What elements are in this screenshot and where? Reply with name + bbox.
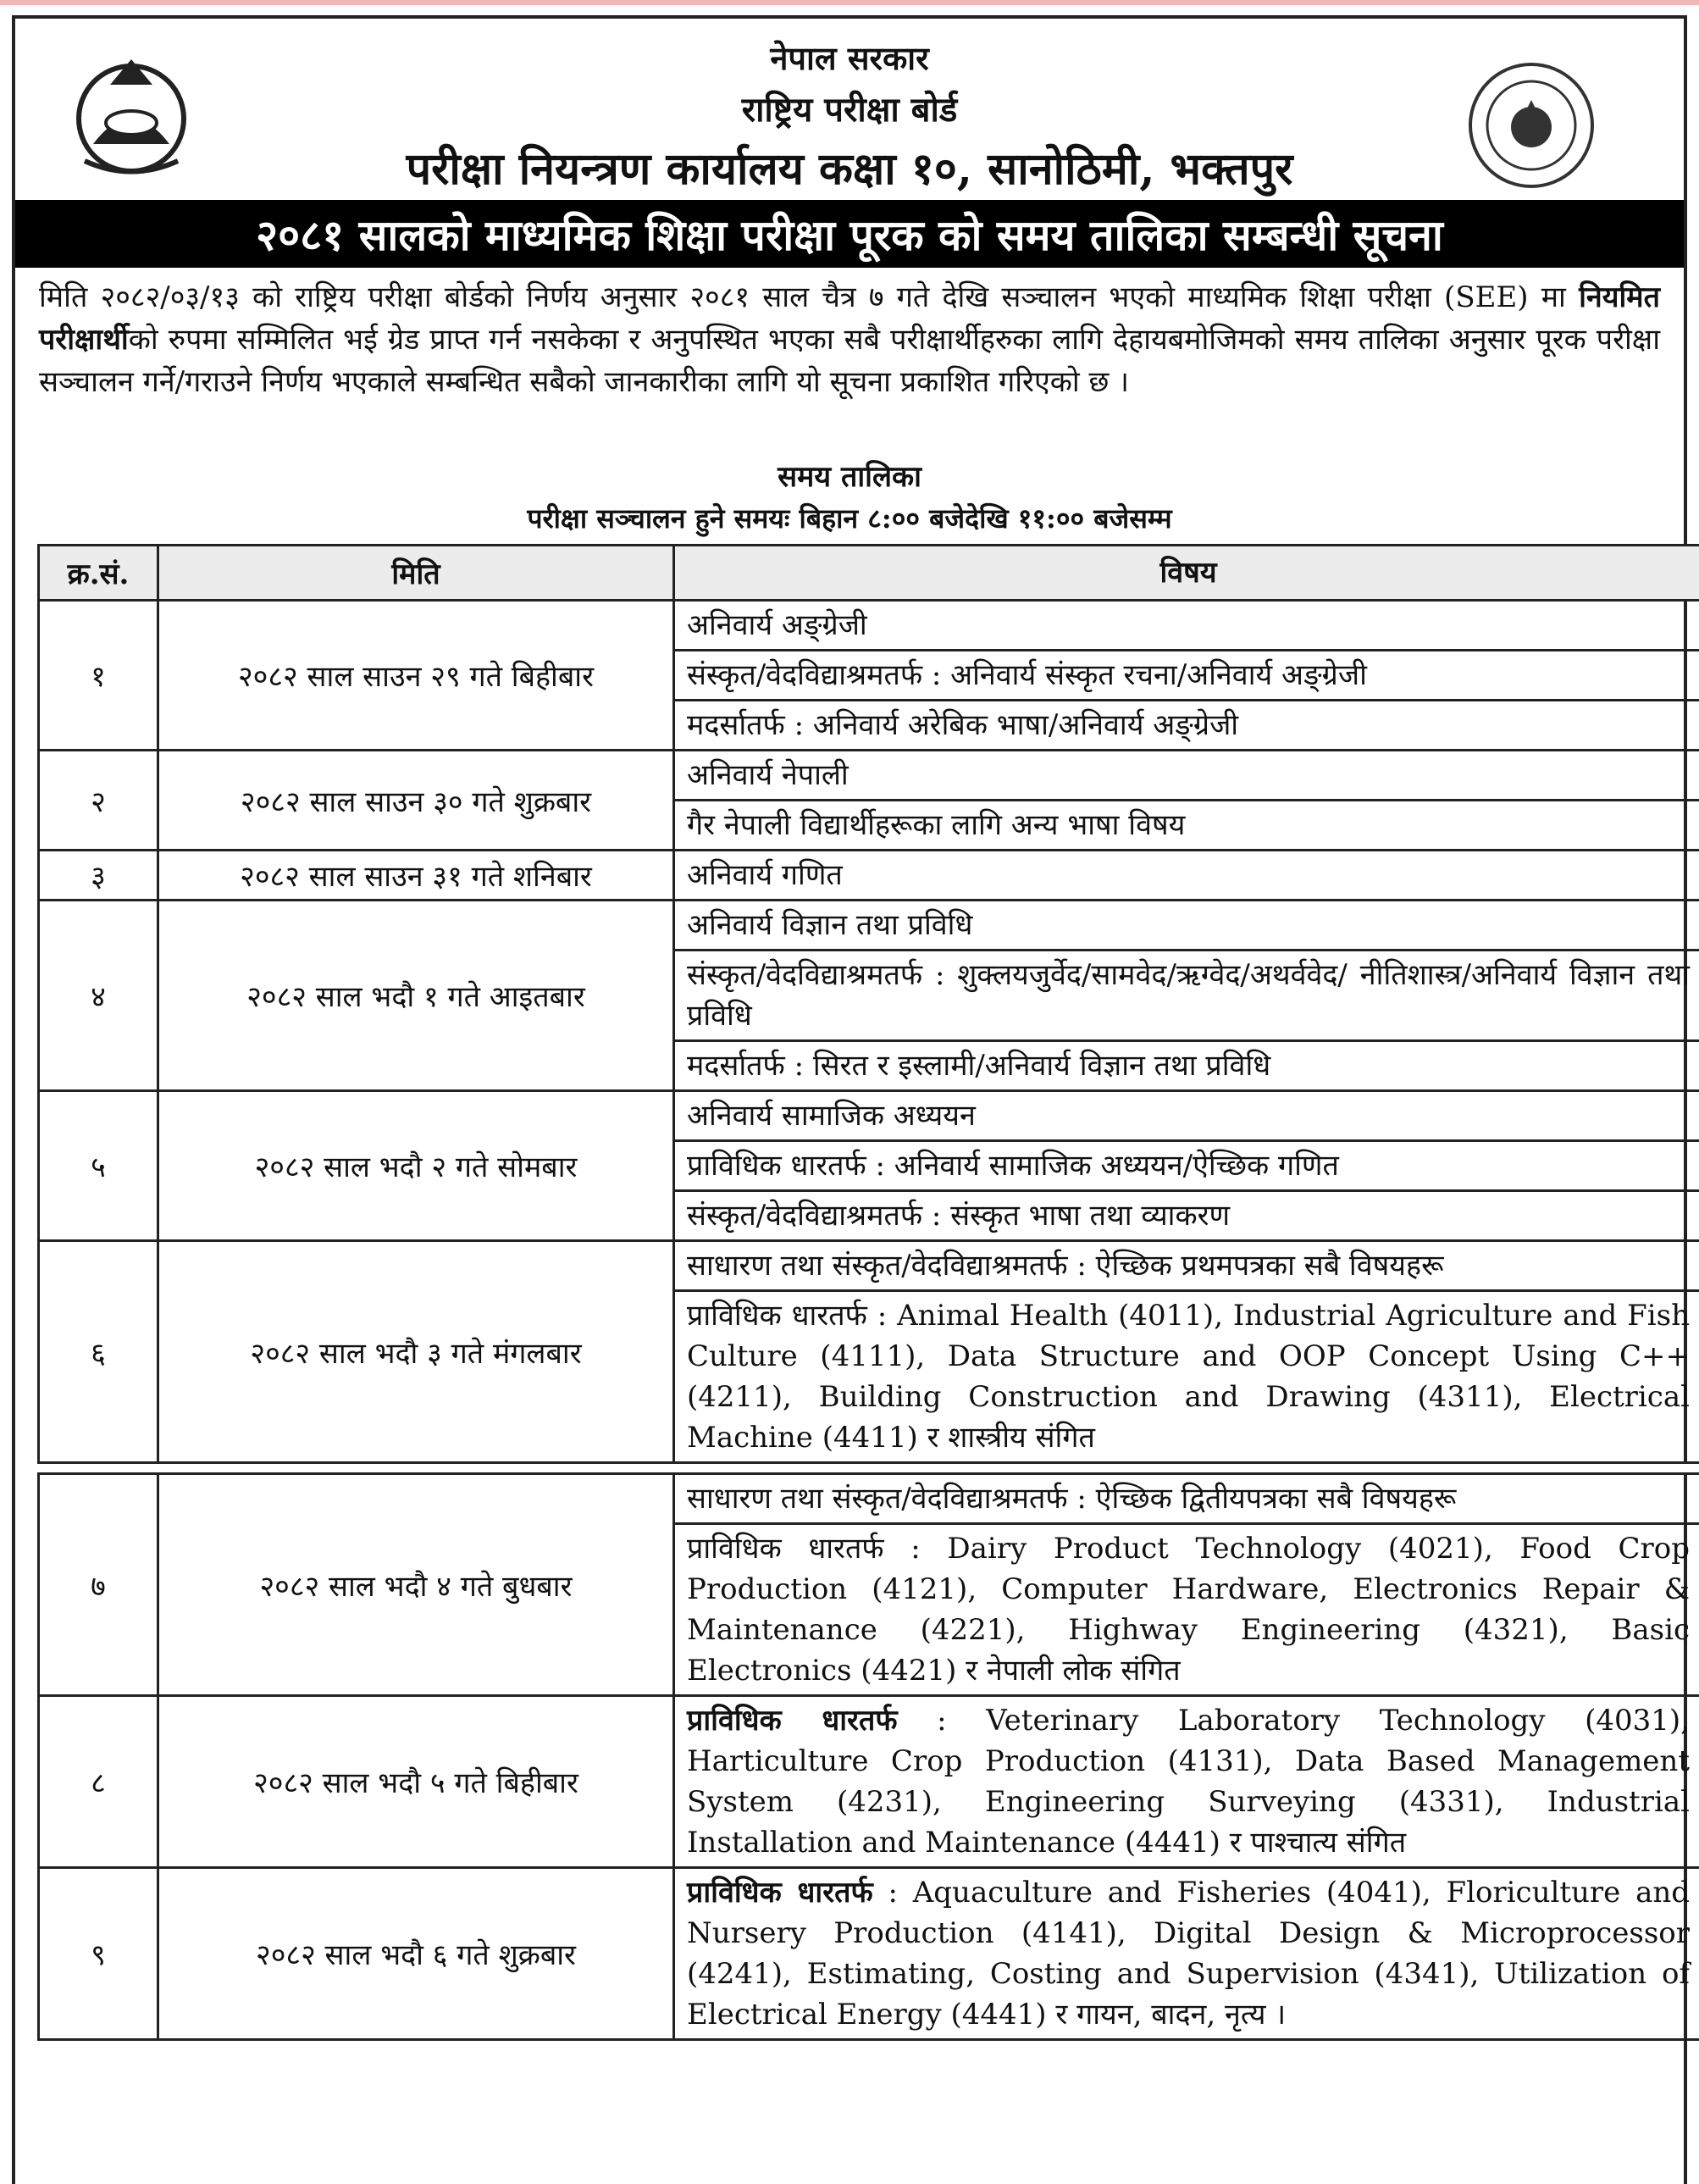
table-row	[39, 751, 1699, 801]
subject-cell	[674, 1191, 1699, 1241]
notice-banner: २०८१ सालको माध्यमिक शिक्षा परीक्षा पूरक को समय तालिका सम्बन्धी सूचना	[15, 200, 1684, 268]
subject-text: संस्कृत/वेदविद्याश्रमतर्फ : संस्कृत भाषा तथा व्याकरण	[687, 1199, 1230, 1233]
notice-paragraph	[39, 276, 1660, 403]
subject-cell	[674, 1091, 1699, 1141]
subject-lead: प्राविधिक धारतर्फ	[687, 1704, 898, 1738]
intro-text-1: मिति २०८२/०३/१३ को राष्ट्रिय परीक्षा बोर्डको निर्णय अनुसार २०८१ साल चैत्र ७ गते देखि सञ्चालन भएको माध्यमिक शिक्षा परीक्षा (SEE) मा	[39, 280, 1579, 314]
header-board: राष्ट्रिय परीक्षा बोर्ड	[0, 85, 1699, 131]
subject-text: संस्कृत/वेदविद्याश्रमतर्फ : अनिवार्य संस्कृत रचना/अनिवार्य अङ्ग्रेजी	[687, 658, 1367, 692]
date-cell: २०८२ साल साउन ३१ गते शनिबार	[158, 851, 674, 901]
header-serial: क्र.सं.	[39, 546, 158, 601]
table-header-row	[39, 546, 1699, 601]
table-gap-cell	[39, 1463, 1699, 1474]
subject-cell	[674, 1241, 1699, 1291]
subject-text: अनिवार्य अङ्ग्रेजी	[687, 608, 867, 642]
board-seal-icon	[1464, 58, 1599, 193]
subject-cell	[674, 651, 1699, 701]
table-row	[39, 1868, 1699, 2040]
date-cell: २०८२ साल साउन २९ गते बिहीबार	[158, 601, 674, 751]
schedule-time: परीक्षा सञ्चालन हुने समयः बिहान ८:०० बजेदेखि ११:०० बजेसम्म	[0, 500, 1699, 536]
subject-text: मदर्सातर्फ : अनिवार्य अरेबिक भाषा/अनिवार्य अङ्ग्रेजी	[687, 708, 1238, 742]
serial-cell: ४	[39, 901, 158, 1091]
table-row	[39, 1696, 1699, 1868]
date-cell: २०८२ साल साउन ३० गते शुक्रबार	[158, 751, 674, 851]
subject-cell	[674, 1141, 1699, 1191]
intro-text-2: को रुपमा सम्मिलित भई ग्रेड प्राप्त गर्न नसकेका र अनुपस्थित भएका सबै परीक्षार्थीहरुका लागि देहायबमोजिमको समय तालिका अनुसार पूरक परीक्षा सञ्चालन गर्ने/गराउने निर्णय भएकाले सम्बन्धित सबैको जानकारीका लागि यो सूचना प्रकाशित गरिएको छ ।	[39, 323, 1660, 399]
subject-text: साधारण तथा संस्कृत/वेदविद्याश्रमतर्फ : ऐच्छिक द्वितीयपत्रका सबै विषयहरू	[687, 1482, 1456, 1516]
schedule-title: समय तालिका	[0, 456, 1699, 495]
table-row	[39, 1474, 1699, 1524]
date-cell: २०८२ साल भदौ ४ गते बुधबार	[158, 1474, 674, 1696]
date-cell: २०८२ साल भदौ २ गते सोमबार	[158, 1091, 674, 1241]
subject-cell	[674, 1696, 1699, 1868]
serial-cell: १	[39, 601, 158, 751]
date-cell: २०८२ साल भदौ १ गते आइतबार	[158, 901, 674, 1091]
top-strip	[0, 0, 1699, 5]
subject-cell	[674, 951, 1699, 1041]
header-subject: विषय	[674, 546, 1699, 601]
subject-text: मदर्सातर्फ : सिरत र इस्लामी/अनिवार्य विज्ञान तथा प्रविधि	[687, 1049, 1270, 1083]
table-row	[39, 601, 1699, 651]
table-gap	[39, 1463, 1699, 1474]
letterhead	[0, 19, 1699, 197]
table-body	[39, 601, 1699, 2040]
schedule-table	[37, 544, 1699, 2041]
serial-cell: ८	[39, 1696, 158, 1868]
serial-cell: ६	[39, 1241, 158, 1463]
subject-text: प्राविधिक धारतर्फ : Animal Health (4011), Industrial Agriculture and Fish Culture (4111), Data Structure and OOP Concept Using C++ (4211), Building Construction and Drawing (4311), Electrical Machine (4411) र शास्त्रीय संगित	[687, 1299, 1690, 1455]
subject-cell	[674, 751, 1699, 801]
serial-cell: २	[39, 751, 158, 851]
date-cell: २०८२ साल भदौ ६ गते शुक्रबार	[158, 1868, 674, 2040]
subject-cell	[674, 901, 1699, 951]
subject-text: प्राविधिक धारतर्फ : अनिवार्य सामाजिक अध्ययन/ऐच्छिक गणित	[687, 1149, 1339, 1183]
date-cell: २०८२ साल भदौ ३ गते मंगलबार	[158, 1241, 674, 1463]
subject-text: अनिवार्य नेपाली	[687, 758, 849, 792]
subject-cell	[674, 1524, 1699, 1696]
serial-cell: ७	[39, 1474, 158, 1696]
schedule-table-wrapper	[37, 544, 1667, 2041]
subject-text: प्राविधिक धारतर्फ : Dairy Product Technology (4021), Food Crop Production (4121), Computer Hardware, Electronics Repair & Maintenance (4221), Highway Engineering (4321), Basic Electronics (4421) र नेपाली लोक संगित	[687, 1532, 1690, 1688]
table-row	[39, 1241, 1699, 1291]
subject-text: संस्कृत/वेदविद्याश्रमतर्फ : शुक्लयजुर्वेद/सामवेद/ऋग्वेद/अथर्ववेद/ नीतिशास्त्र/अनिवार्य विज्ञान तथा प्रविधि	[687, 958, 1690, 1033]
serial-cell: ९	[39, 1868, 158, 2040]
subject-cell	[674, 1041, 1699, 1091]
serial-cell: ५	[39, 1091, 158, 1241]
subject-cell	[674, 1291, 1699, 1463]
subject-cell	[674, 1868, 1699, 2040]
subject-text: : Aquaculture and Fisheries (4041), Floriculture and Nursery Production (4141), Digital Design & Microprocessor (4241), Estimating, Costing and Supervision (4341), Utilization of Electrical Energy (4441) र गायन, बादन, नृत्य ।	[687, 1876, 1690, 2032]
header-date: मिति	[158, 546, 674, 601]
serial-cell: ३	[39, 851, 158, 901]
subject-text: साधारण तथा संस्कृत/वेदविद्याश्रमतर्फ : ऐच्छिक प्रथमपत्रका सबै विषयहरू	[687, 1249, 1443, 1283]
subject-text: अनिवार्य सामाजिक अध्ययन	[687, 1099, 976, 1133]
subject-cell	[674, 601, 1699, 651]
table-row	[39, 901, 1699, 951]
table-row	[39, 851, 1699, 901]
header-government: नेपाल सरकार	[0, 36, 1699, 80]
subject-text: अनिवार्य गणित	[687, 858, 843, 892]
table-row	[39, 1091, 1699, 1141]
subject-text: गैर नेपाली विद्यार्थीहरूका लागि अन्य भाषा विषय	[687, 808, 1185, 842]
subject-lead: प्राविधिक धारतर्फ	[687, 1876, 873, 1910]
subject-cell	[674, 851, 1699, 901]
date-cell: २०८२ साल भदौ ५ गते बिहीबार	[158, 1696, 674, 1868]
subject-text: अनिवार्य विज्ञान तथा प्रविधि	[687, 908, 972, 942]
subject-cell	[674, 1474, 1699, 1524]
subject-cell	[674, 801, 1699, 851]
subject-cell	[674, 701, 1699, 751]
intro-bold: नियमित परीक्षार्थी	[39, 280, 1660, 357]
header-office: परीक्षा नियन्त्रण कार्यालय कक्षा १०, सानोठिमी, भक्तपुर	[0, 137, 1699, 197]
subject-text: : Veterinary Laboratory Technology (4031), Harticulture Crop Production (4131), Data Based Management System (4231), Engineering Surveying (4331), Industrial Installation and Maintenance (4441) र पाश्चात्य संगित	[687, 1704, 1690, 1860]
